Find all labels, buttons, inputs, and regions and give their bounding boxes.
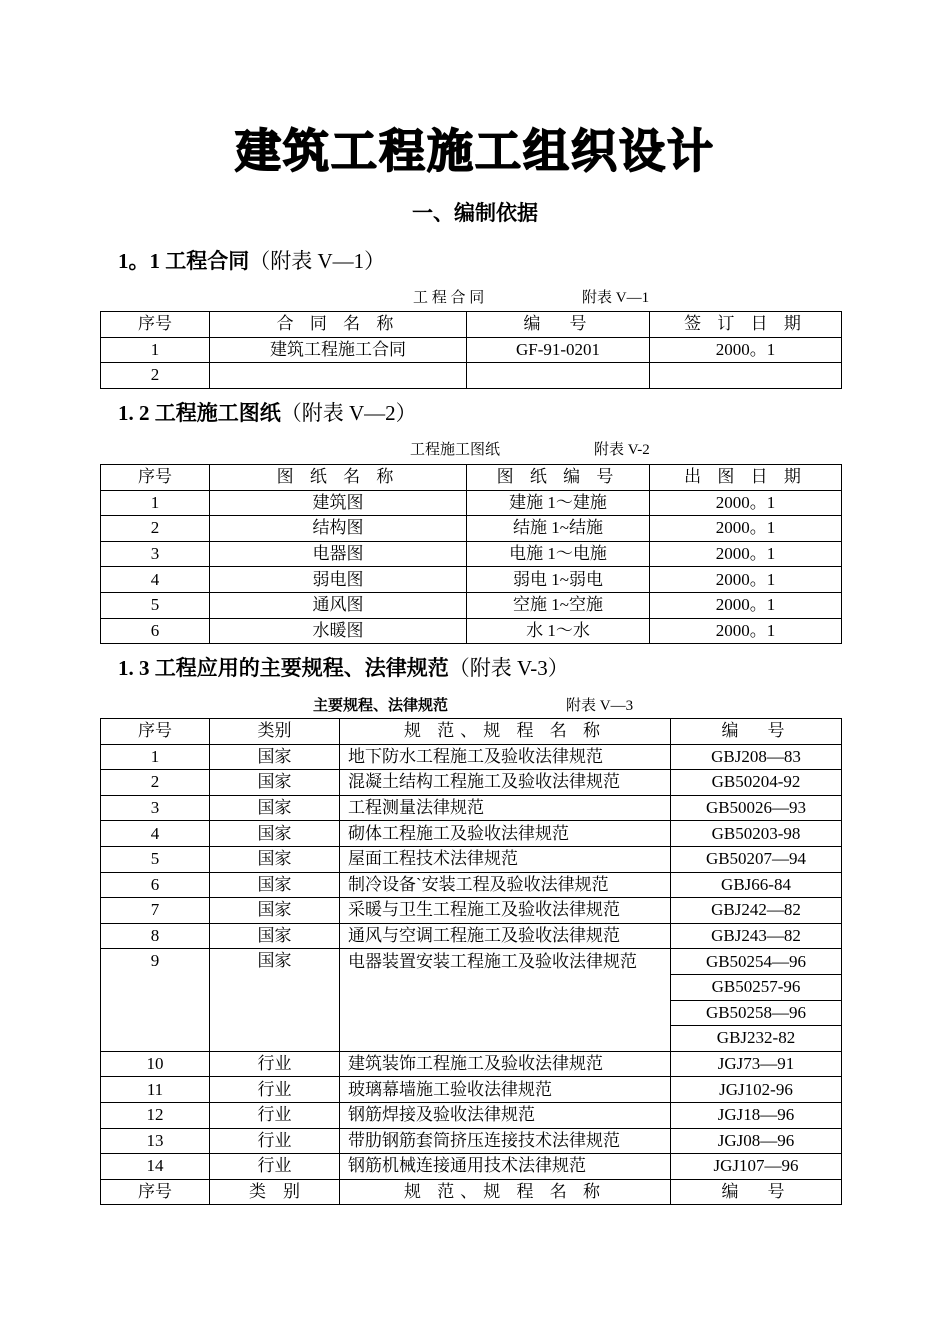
header-cell: 合 同 名 称 (210, 312, 467, 338)
cell: 行业 (210, 1077, 340, 1103)
cell: 电器图 (210, 541, 467, 567)
cell: 弱电 1~弱电 (467, 567, 650, 593)
table-header-row (101, 465, 842, 491)
header-cell: 规 范、规 程 名 称 (340, 719, 671, 745)
cell: 国家 (210, 923, 340, 949)
cell: GB50204-92 (671, 770, 842, 796)
cell (467, 363, 650, 389)
cell: 屋面工程技术法律规范 (340, 846, 671, 872)
cell: 国家 (210, 949, 340, 1051)
heading-standards-suffix: （附表 V-3） (448, 656, 569, 680)
cell: 2000。1 (650, 516, 842, 542)
cell: 电施 1～电施 (467, 541, 650, 567)
cell: 制冷设备`安装工程及验收法律规范 (340, 872, 671, 898)
cell: 建筑图 (210, 490, 467, 516)
cell: GB50026—93 (671, 795, 842, 821)
cell: 结构图 (210, 516, 467, 542)
footer-cell: 类 别 (210, 1179, 340, 1205)
table-row (101, 337, 842, 363)
table-row (101, 770, 842, 796)
table-row (101, 1051, 842, 1077)
table-row (101, 846, 842, 872)
cell: 行业 (210, 1128, 340, 1154)
cell: 钢筋机械连接通用技术法律规范 (340, 1154, 671, 1180)
cell: 国家 (210, 821, 340, 847)
cell: 14 (101, 1154, 210, 1180)
table-caption-drawings: 工程施工图纸 (410, 442, 501, 458)
cell: 2000。1 (650, 618, 842, 644)
table-row (101, 923, 842, 949)
cell: 5 (101, 592, 210, 618)
table-caption-standards: 主要规程、法律规范 (313, 698, 449, 714)
cell: 4 (101, 567, 210, 593)
cell (210, 363, 467, 389)
cell: 通风图 (210, 592, 467, 618)
heading-drawings (118, 398, 417, 428)
drawings-table (100, 464, 842, 644)
header-cell: 签 订 日 期 (650, 312, 842, 338)
document-title: 建筑工程施工组织设计 (235, 126, 715, 177)
table-row (101, 592, 842, 618)
cell: 6 (101, 872, 210, 898)
cell: 水暖图 (210, 618, 467, 644)
header-cell: 图 纸 名 称 (210, 465, 467, 491)
cell: 建筑工程施工合同 (210, 337, 467, 363)
cell: 2000。1 (650, 541, 842, 567)
footer-cell: 序号 (101, 1179, 210, 1205)
footer-cell: 规 范、规 程 名 称 (340, 1179, 671, 1205)
cell: GB50258—96 (671, 1000, 842, 1026)
header-cell: 出 图 日 期 (650, 465, 842, 491)
cell: 行业 (210, 1154, 340, 1180)
cell: 国家 (210, 898, 340, 924)
cell: 砌体工程施工及验收法律规范 (340, 821, 671, 847)
cell: 2 (101, 363, 210, 389)
cell: 玻璃幕墙施工验收法律规范 (340, 1077, 671, 1103)
cell: 国家 (210, 770, 340, 796)
cell: 行业 (210, 1051, 340, 1077)
heading-standards-number: 1. 3 工程应用的主要规程、法律规范 (118, 656, 449, 680)
cell: GF-91-0201 (467, 337, 650, 363)
cell: 钢筋焊接及验收法律规范 (340, 1102, 671, 1128)
cell: 带肋钢筋套筒挤压连接技术法律规范 (340, 1128, 671, 1154)
cell: 建施 1～建施 (467, 490, 650, 516)
table-footer-row (101, 1179, 842, 1205)
cell: 通风与空调工程施工及验收法律规范 (340, 923, 671, 949)
table-row (101, 949, 842, 975)
table-row (101, 1128, 842, 1154)
cell: 8 (101, 923, 210, 949)
cell: GB50203-98 (671, 821, 842, 847)
cell: 2000。1 (650, 592, 842, 618)
cell: 结施 1~结施 (467, 516, 650, 542)
header-cell: 图 纸 编 号 (467, 465, 650, 491)
header-cell: 序号 (101, 312, 210, 338)
cell: GBJ208—83 (671, 744, 842, 770)
cell: 1 (101, 744, 210, 770)
cell: GBJ232-82 (671, 1026, 842, 1052)
cell: 2 (101, 770, 210, 796)
cell: 混凝土结构工程施工及验收法律规范 (340, 770, 671, 796)
cell: 2 (101, 516, 210, 542)
heading-standards (118, 653, 569, 683)
table-row (101, 1154, 842, 1180)
table-appendix-drawings: 附表 V-2 (594, 442, 650, 458)
section-heading: 一、编制依据 (412, 201, 538, 225)
table-appendix-standards: 附表 V—3 (566, 698, 634, 714)
cell: 2000。1 (650, 337, 842, 363)
table-header-row (101, 312, 842, 338)
cell (650, 363, 842, 389)
heading-contract-suffix: （附表 V—1） (249, 249, 386, 273)
cell: 1 (101, 490, 210, 516)
table-header-row (101, 719, 842, 745)
cell: GBJ242—82 (671, 898, 842, 924)
cell: 2000。1 (650, 567, 842, 593)
table-row (101, 872, 842, 898)
heading-drawings-number: 1. 2 工程施工图纸 (118, 401, 281, 425)
cell: JGJ102-96 (671, 1077, 842, 1103)
cell: JGJ18—96 (671, 1102, 842, 1128)
contract-table (100, 311, 842, 389)
table-caption-contract: 工 程 合 同 (413, 290, 485, 306)
cell: 弱电图 (210, 567, 467, 593)
header-cell: 编 号 (671, 719, 842, 745)
table-row (101, 795, 842, 821)
cell: GB50254—96 (671, 949, 842, 975)
cell: 1 (101, 337, 210, 363)
table-row (101, 898, 842, 924)
cell: 建筑装饰工程施工及验收法律规范 (340, 1051, 671, 1077)
header-cell: 类别 (210, 719, 340, 745)
table-row (101, 490, 842, 516)
cell: 水 1～水 (467, 618, 650, 644)
cell: 7 (101, 898, 210, 924)
table-row (101, 567, 842, 593)
table-row (101, 1102, 842, 1128)
cell: 国家 (210, 846, 340, 872)
table-row (101, 618, 842, 644)
table-appendix-contract: 附表 V—1 (582, 290, 650, 306)
cell: 9 (101, 949, 210, 1051)
cell: 10 (101, 1051, 210, 1077)
cell: 工程测量法律规范 (340, 795, 671, 821)
header-cell: 编 号 (467, 312, 650, 338)
heading-contract (118, 246, 385, 276)
cell: 6 (101, 618, 210, 644)
cell: 13 (101, 1128, 210, 1154)
cell: 电器装置安装工程施工及验收法律规范 (340, 949, 671, 1051)
cell: GBJ243—82 (671, 923, 842, 949)
cell: 行业 (210, 1102, 340, 1128)
cell: 3 (101, 795, 210, 821)
cell: 采暖与卫生工程施工及验收法律规范 (340, 898, 671, 924)
table-row (101, 821, 842, 847)
cell: 地下防水工程施工及验收法律规范 (340, 744, 671, 770)
cell: GB50257-96 (671, 974, 842, 1000)
table-row (101, 363, 842, 389)
cell: JGJ107—96 (671, 1154, 842, 1180)
table-row (101, 1077, 842, 1103)
cell: 国家 (210, 795, 340, 821)
cell: 11 (101, 1077, 210, 1103)
cell: 5 (101, 846, 210, 872)
cell: 3 (101, 541, 210, 567)
table-row (101, 744, 842, 770)
table-row (101, 541, 842, 567)
cell: 空施 1~空施 (467, 592, 650, 618)
cell: GB50207—94 (671, 846, 842, 872)
standards-table (100, 718, 842, 1205)
cell: 2000。1 (650, 490, 842, 516)
cell: JGJ73—91 (671, 1051, 842, 1077)
header-cell: 序号 (101, 719, 210, 745)
heading-drawings-suffix: （附表 V—2） (280, 401, 417, 425)
header-cell: 序号 (101, 465, 210, 491)
cell: 12 (101, 1102, 210, 1128)
heading-contract-number: 1。1 工程合同 (118, 249, 250, 273)
cell: JGJ08—96 (671, 1128, 842, 1154)
footer-cell: 编 号 (671, 1179, 842, 1205)
cell: 国家 (210, 872, 340, 898)
cell: 国家 (210, 744, 340, 770)
table-row (101, 516, 842, 542)
cell: GBJ66-84 (671, 872, 842, 898)
cell: 4 (101, 821, 210, 847)
